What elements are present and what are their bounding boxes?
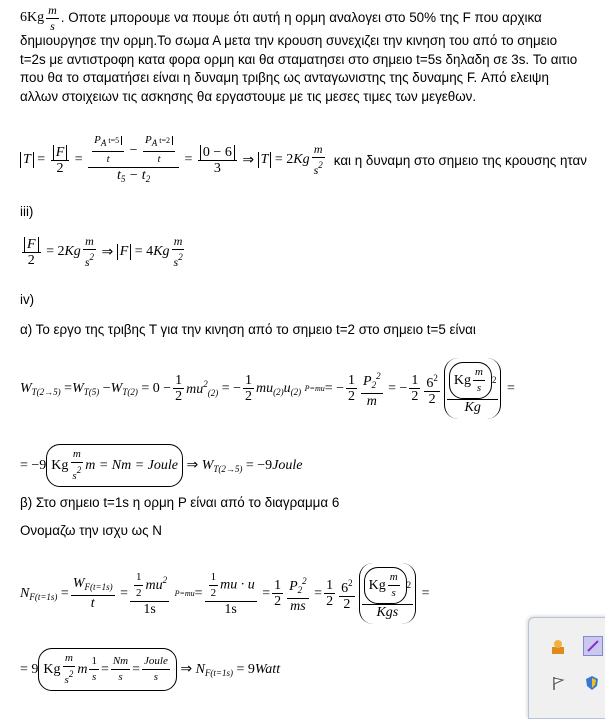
- intro-line-1: [20, 4, 595, 32]
- intro-line-3: t=2s με αντιστροφη κατα φορα ορμη και θα σταματησει στο σημειο t=5s δηλαδη σε 3s. Το αιτιο: [20, 51, 578, 67]
- line-beta: β) Στο σημειο t=1s η ορμη P είναι από το διαγραμμα 6: [20, 495, 340, 510]
- equation-power: $N_{F(t=1s)}$ = $\frac{W_{F(t=1s)}}{t}$ = $\frac{1}{2}$ $mu^2$ 1s P=mu = $\frac{1}{2}$ mu · u 1s = $\frac{1}{2}$ $\frac{P_2^2}{ms}$ = $\frac{1}{2}$ $\frac{6^2}{2}$ Kg $\frac{m}{s}$ 2 Kgs =: [20, 563, 430, 624]
- equation-work: $W_{T(2\to 5)}$ = $W_{T(5)}$ − $W_{T(2)}$ = 0 − $\frac{1}{2}$ $mu^2_{(2)}$ = − $\frac{1}{2}$ $mu_{(2)}u_{(2)}$ P=mu = − $\frac{1}{2}$ $\frac{P_2^2}{m}$ = − $\frac{1}{2}$ $\frac{6^2}{2}$ Kg $\frac{m}{s}$ 2 Kg =: [20, 358, 515, 419]
- tray-popup: [528, 617, 605, 719]
- equation-work-result: = −9 Kg $\frac{m}{s^2}$ m = Nm = Joule ⇒ $W_{T(2\to 5)}$ = −9 Joule: [20, 444, 303, 487]
- unit-denominator: s: [50, 18, 55, 33]
- equation-friction-force: T = $\frac{F}{2}$ = $\frac{P_A t=5}{t}$ − $\frac{P_A t=2}{t}$ $t_5 - t_2$ = $\frac{0 - 6}{3}$ ⇒ T = 2 Kg $\frac{m}{s^2}$ και η δυναμη στο σημειο της κρουσης ηταν: [20, 133, 587, 187]
- unit-numerator: m: [48, 2, 57, 17]
- unit-fraction: [46, 3, 59, 34]
- intro-line-4: που θα το σταματήσει είναι η δυναμη τριβης ως ανταγωνιστης της δυναμης F. Από ελειψη: [20, 70, 549, 85]
- label-iii: iii): [20, 204, 34, 219]
- pen-icon[interactable]: [583, 636, 603, 656]
- momentum-value: 6Kg: [20, 9, 45, 25]
- line-alpha: α) Το εργο της τριβης Τ για την κινηση από το σημειο t=2 στο σημειο t=5 είναι: [20, 322, 476, 337]
- equation-force-value: $\frac{F}{2}$ = 2 Kg $\frac{m}{s^2}$ ⇒ F = 4 Kg $\frac{m}{s^2}$: [20, 234, 187, 270]
- paragraph-intro: [20, 4, 595, 106]
- intro-text-1: . Οποτε μπορουμε να πουμε ότι αυτή η ορμη αναλογει στο 50% της F που αρχικα: [60, 9, 542, 25]
- app-icon[interactable]: [549, 638, 567, 656]
- eq1-tail-text: και η δυναμη στο σημειο της κρουσης ηταν: [333, 152, 587, 168]
- label-iv: iv): [20, 292, 35, 307]
- equation-power-result: = 9 Kg $\frac{m}{s^2}$ m $\frac{1}{s}$ = $\frac{Nm}{s}$ = $\frac{\text{Joule}}{s}$ ⇒ $N_{F(t=1s)}$ = 9 Watt: [20, 648, 280, 691]
- intro-line-5: αλλων στοιχειων τις ασκησης θα εργαστουμε με τις μεσες τιμες των μεγεθων.: [20, 88, 477, 104]
- intro-line-2: δημιουργησε την ορμη.Το σωμα Α μετα την κρουση συνεχιζει την κινηση του από το σημειο: [20, 33, 558, 48]
- flag-icon[interactable]: [549, 674, 567, 692]
- line-power: Ονομαζω την ισχυ ως N: [20, 523, 162, 538]
- shield-icon[interactable]: [583, 674, 601, 692]
